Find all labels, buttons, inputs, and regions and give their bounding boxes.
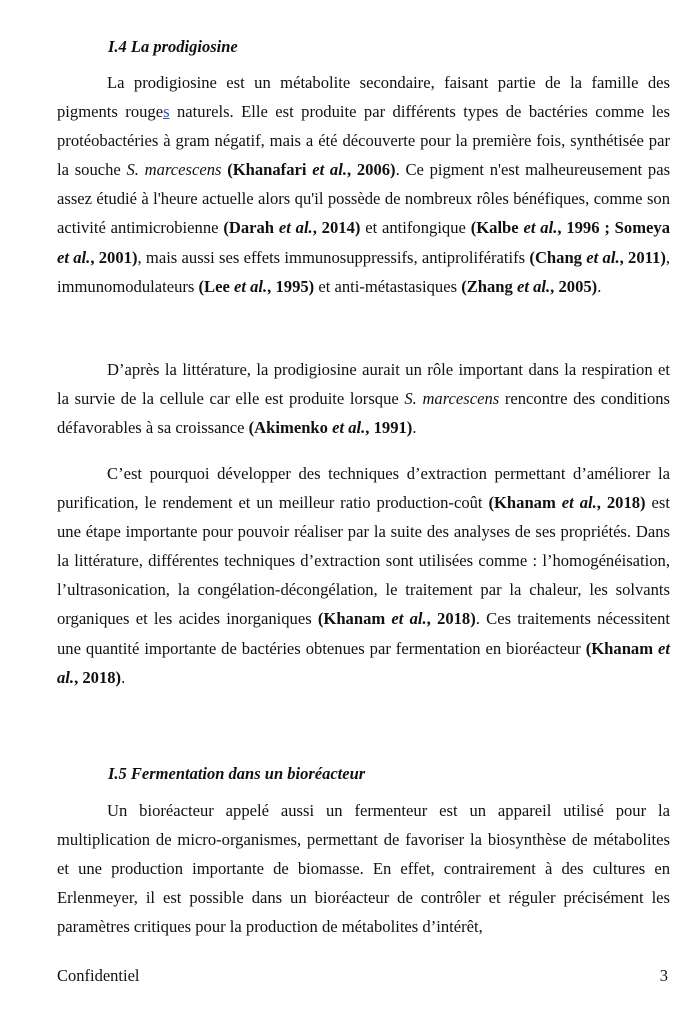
- text-run: Un bioréacteur appelé aussi un fermenteur est un appareil utilisé pour la multiplication de micro-organismes, permettant de favoriser la biosynthèse de métabolites et une production importante de biomasse. En effet, contrairement à des cultures en Erlenmeyer, il est possible dans un bioréacteur de contrôler et réguler précisément les paramètres critiques pour la production de métabolites d’intérêt,: [57, 801, 670, 937]
- citation-text: , 1991): [365, 418, 413, 438]
- citation-text: , 2006): [346, 160, 396, 180]
- text-run: C’est pourquoi développer des techniques d’extraction permettant d’améliorer la purification, le rendement et un meilleur ratio production-coût: [57, 464, 670, 513]
- text-run: D’après la littérature, la prodigiosine aurait un rôle important dans la respiration et la survie de la cellule car elle est produite lorsque: [57, 360, 670, 409]
- citation-text: (Zhang: [461, 276, 517, 296]
- paragraph-prodigiosine-role: [57, 355, 670, 442]
- citation-text: (Chang: [529, 247, 587, 267]
- citation-text: et al.: [516, 276, 551, 296]
- citation-text: , 2018): [426, 609, 476, 629]
- text-run: et anti-métastasiques: [314, 276, 462, 296]
- text-run: S. marcescens: [126, 160, 222, 180]
- citation-text: (Akimenko: [248, 418, 333, 438]
- citation-text: et al.: [586, 247, 620, 267]
- text-run: , mais aussi ses effets immunosuppressifs, antiprolifératifs: [137, 247, 530, 267]
- text-run: . Ces traitements nécessitent une quantité importante de bactéries obtenues par fermentation en bioréacteur: [57, 609, 670, 658]
- citation-text: (Khanam: [488, 493, 562, 513]
- citation-text: et al.: [233, 276, 268, 296]
- footer-confidential-label: Confidentiel: [57, 966, 140, 985]
- citation-text: , 2005): [550, 276, 598, 296]
- text-run: S. marcescens: [404, 389, 500, 409]
- citation-text: et al.: [57, 638, 670, 687]
- footer-page-number: 3: [659, 966, 668, 985]
- citation-text: , 2018): [596, 493, 646, 513]
- text-run: rencontre des conditions défavorables à sa croissance: [57, 389, 670, 438]
- text-run: La prodigiosine est un métabolite secondaire, faisant partie de la famille des pigments rouge: [57, 73, 670, 122]
- citation-text: et al.: [278, 218, 313, 238]
- citation-text: et al.: [523, 218, 558, 238]
- citation-text: et al.: [332, 418, 366, 438]
- citation-text: , 1996 ; Someya: [557, 218, 670, 238]
- text-run: .: [121, 667, 126, 687]
- citation-text: , 2011): [619, 247, 666, 267]
- section-heading-prodigiosine: I.4 La prodigiosine: [108, 37, 238, 56]
- text-run: est une étape importante pour pouvoir réaliser par la suite des analyses de ses propriétés. Dans la littérature, différentes techniques d’extraction sont utilisées comme : l’homogénéisation, l’ultrasonication, la congélation-décongélation, le traitement par la chaleur, les solvants organiques et les acides inorganiques: [57, 493, 670, 629]
- citation-text: et al.: [391, 609, 427, 629]
- citation-text: et al.: [312, 160, 347, 180]
- text-run: .: [412, 418, 417, 438]
- citation-text: et al.: [57, 247, 91, 267]
- citation-text: (Darah: [223, 218, 279, 238]
- hyperlink-text[interactable]: s: [163, 102, 170, 122]
- citation-text: , 2018): [74, 667, 122, 687]
- text-run: .: [597, 276, 602, 296]
- paragraph-extraction-techniques: [57, 459, 670, 692]
- citation-text: (Lee: [198, 276, 234, 296]
- citation-text: (Kalbe: [470, 218, 524, 238]
- citation-text: , 2014): [312, 218, 361, 238]
- text-run: naturels. Elle est produite par différents types de bactéries comme les protéobactéries à gram négatif, mais a été découverte pour la première fois, synthétisée par la souche: [57, 102, 670, 180]
- citation-text: et al.: [561, 493, 597, 513]
- text-run: et antifongique: [360, 218, 471, 238]
- paragraph-prodigiosine-intro: [57, 68, 670, 301]
- paragraph-bioreactor: [57, 796, 670, 941]
- citation-text: , 2001): [90, 247, 138, 267]
- text-run: . Ce pigment n'est malheureusement pas assez étudié à l'heure actuelle alors qu'il possède de nombreux rôles bénéfiques, comme son activité antimicrobienne: [57, 160, 671, 238]
- text-run: , immunomodulateurs: [57, 247, 670, 296]
- citation-text: (Khanam: [317, 609, 392, 629]
- citation-text: , 1995): [267, 276, 315, 296]
- citation-text: (Khanam: [585, 638, 658, 658]
- section-heading-fermentation: I.5 Fermentation dans un bioréacteur: [108, 764, 366, 783]
- citation-text: (Khanafari: [227, 160, 313, 180]
